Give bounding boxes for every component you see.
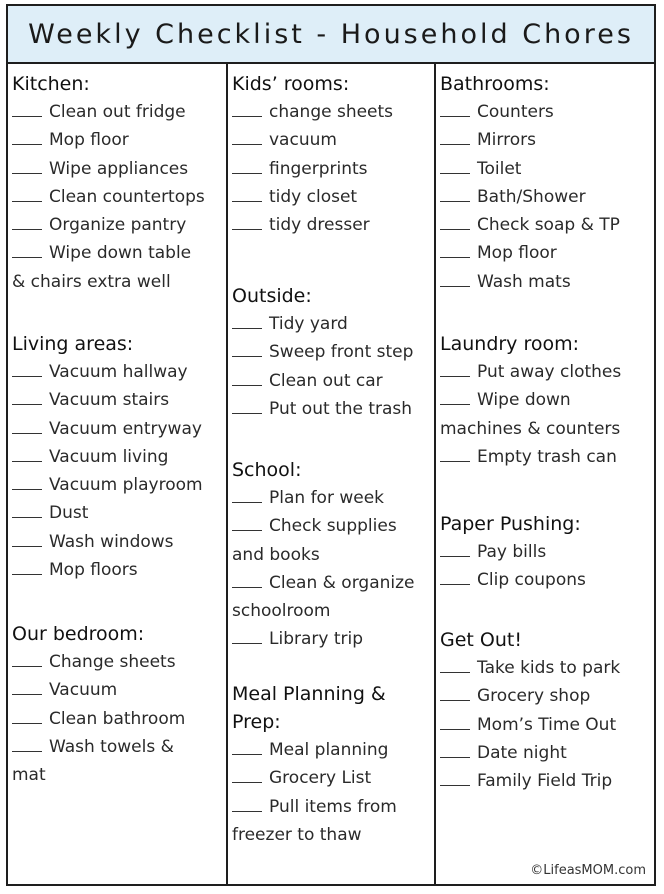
checklist-item-label: Library trip	[269, 629, 364, 650]
check-blank-line[interactable]	[232, 312, 262, 329]
checklist-item-continuation: mat	[12, 765, 46, 786]
checklist-item	[12, 98, 226, 126]
check-blank-line[interactable]	[440, 128, 470, 145]
checklist-item-label: Grocery List	[269, 768, 372, 789]
checklist-item	[440, 155, 654, 183]
check-blank-line[interactable]	[440, 684, 470, 701]
section-heading: Bathrooms:	[440, 73, 550, 95]
check-blank-line[interactable]	[440, 157, 470, 174]
checklist-item	[12, 415, 226, 443]
section-kitchen	[12, 70, 226, 296]
checklist-item-label: Sweep front step	[269, 342, 414, 363]
checklist-item	[12, 386, 226, 414]
checklist-item	[440, 239, 654, 267]
section-heading: Outside:	[232, 285, 312, 307]
checklist-item	[12, 676, 226, 704]
checklist-item	[12, 211, 226, 239]
check-blank-line[interactable]	[12, 530, 42, 547]
section-heading: Kitchen:	[12, 73, 90, 95]
section-heading: Paper Pushing:	[440, 513, 581, 535]
column-1	[8, 64, 228, 884]
checklist-item-label: Meal planning	[269, 740, 389, 760]
checklist-item	[232, 126, 434, 154]
section-laundry-room	[440, 330, 654, 471]
checklist-item-label: Wash mats	[477, 271, 571, 292]
checklist-item-label: Empty trash can	[477, 446, 617, 467]
check-blank-line[interactable]	[232, 571, 262, 588]
checklist-item	[12, 239, 226, 267]
checklist-item-label: Mop floor	[477, 243, 557, 264]
checklist-item	[12, 733, 226, 761]
check-blank-line[interactable]	[12, 241, 42, 258]
section-school	[232, 456, 434, 654]
checklist-item	[232, 625, 434, 653]
check-blank-line[interactable]	[12, 707, 42, 724]
checklist-item	[232, 764, 434, 792]
checklist-item	[12, 183, 226, 211]
checklist-item-label: Tidy yard	[269, 314, 348, 334]
check-blank-line[interactable]	[440, 241, 470, 258]
checklist-item	[12, 155, 226, 183]
checklist-item	[440, 711, 654, 739]
checklist-item-label: Dust	[49, 503, 89, 524]
checklist-item	[232, 484, 434, 512]
check-blank-line[interactable]	[440, 100, 470, 117]
checklist-item	[12, 556, 226, 584]
check-blank-line[interactable]	[440, 656, 470, 673]
checklist-item-label: Clean out fridge	[49, 102, 186, 122]
section-heading: Meal Planning &	[232, 683, 386, 705]
copyright-text: ©LifeasMOM.com	[530, 863, 646, 878]
check-blank-line[interactable]	[12, 445, 42, 462]
checklist-item-label: Wash towels &	[49, 736, 174, 757]
column-2	[228, 64, 436, 884]
check-blank-line[interactable]	[440, 185, 470, 202]
section-get-out	[440, 626, 654, 795]
checklist-item	[232, 338, 434, 366]
checklist-item	[440, 538, 654, 566]
check-blank-line[interactable]	[12, 128, 42, 145]
checklist-item	[12, 528, 226, 556]
checklist-item-label: Mom’s Time Out	[477, 714, 617, 735]
checklist-item-label: Put away clothes	[477, 362, 622, 382]
check-blank-line[interactable]	[232, 486, 262, 503]
section-our-bedroom	[12, 620, 226, 789]
checklist-item	[440, 98, 654, 126]
check-blank-line[interactable]	[232, 738, 262, 755]
check-blank-line[interactable]	[12, 185, 42, 202]
checklist-item-label: Mop floor	[49, 130, 129, 151]
checklist-item-label: Wipe down	[477, 390, 571, 411]
checklist-item	[440, 767, 654, 795]
checklist-item-continuation: machines & counters	[440, 418, 621, 439]
checklist-item-label: Take kids to park	[477, 658, 621, 678]
checklist-item-label: fingerprints	[269, 158, 368, 179]
check-blank-line[interactable]	[232, 340, 262, 357]
checklist-item-label: Organize pantry	[49, 215, 187, 236]
checklist-item-label: Family Field Trip	[477, 771, 613, 792]
checklist-item-label: change sheets	[269, 102, 394, 122]
checklist-item-label: vacuum	[269, 130, 337, 151]
check-blank-line[interactable]	[12, 157, 42, 174]
checklist-item-label: Vacuum stairs	[49, 390, 170, 411]
checklist-item-label: Bath/Shower	[477, 186, 586, 207]
checklist-item-label: Clean out car	[269, 370, 383, 391]
check-blank-line[interactable]	[440, 713, 470, 730]
check-blank-line[interactable]	[440, 445, 470, 462]
section-bathrooms	[440, 70, 654, 296]
check-blank-line[interactable]	[12, 473, 42, 490]
section-meal-planning	[232, 680, 434, 849]
checklist-item	[232, 98, 434, 126]
section-heading: Laundry room:	[440, 333, 580, 355]
checklist-item-label: Vacuum	[49, 680, 118, 701]
checklist-item	[12, 705, 226, 733]
check-blank-line[interactable]	[232, 369, 262, 386]
checklist-item	[12, 499, 226, 527]
checklist-item-continuation: freezer to thaw	[232, 824, 362, 845]
checklist-item	[12, 126, 226, 154]
check-blank-line[interactable]	[232, 157, 262, 174]
section-heading: Kids’ rooms:	[232, 73, 350, 95]
checklist-item-label: Change sheets	[49, 652, 176, 672]
section-heading: Get Out!	[440, 629, 522, 651]
checklist-item-label: Vacuum hallway	[49, 362, 188, 382]
checklist-item	[440, 443, 654, 471]
checklist-item-continuation: & chairs extra well	[12, 271, 171, 292]
check-blank-line[interactable]	[440, 360, 470, 377]
checklist-item	[440, 682, 654, 710]
checklist-item-label: Clip coupons	[477, 570, 586, 591]
check-blank-line[interactable]	[12, 735, 42, 752]
page-title: Weekly Checklist - Household Chores	[28, 18, 634, 50]
check-blank-line[interactable]	[440, 741, 470, 758]
checklist-item	[440, 211, 654, 239]
checklist-item-label: Clean countertops	[49, 186, 205, 207]
checklist-item-label: Wash windows	[49, 531, 174, 552]
checklist-item-label: Vacuum entryway	[49, 418, 202, 439]
section-heading-continued: Prep:	[232, 711, 281, 733]
checklist-item	[232, 569, 434, 597]
checklist-item	[440, 358, 654, 386]
checklist-item-continuation: and books	[232, 544, 320, 565]
checklist-item	[232, 736, 434, 764]
checklist-item	[440, 183, 654, 211]
checklist-item	[232, 512, 434, 540]
check-blank-line[interactable]	[232, 627, 262, 644]
check-blank-line[interactable]	[232, 128, 262, 145]
checklist-item	[440, 566, 654, 594]
check-blank-line[interactable]	[12, 213, 42, 230]
check-blank-line[interactable]	[12, 650, 42, 667]
checklist-item	[232, 367, 434, 395]
checklist-item-label: tidy dresser	[269, 215, 370, 236]
check-blank-line[interactable]	[232, 795, 262, 812]
checklist-item-label: Pay bills	[477, 542, 547, 562]
section-living-areas	[12, 330, 226, 584]
check-blank-line[interactable]	[232, 213, 262, 230]
check-blank-line[interactable]	[12, 678, 42, 695]
checklist-item-continuation: schoolroom	[232, 601, 331, 622]
checklist-item-label: Vacuum playroom	[49, 475, 203, 496]
section-kids-rooms	[232, 70, 434, 239]
section-heading: School:	[232, 459, 302, 481]
checklist-item-label: Toilet	[477, 158, 522, 179]
check-blank-line[interactable]	[440, 213, 470, 230]
section-paper-pushing	[440, 510, 654, 595]
checklist-item-label: Date night	[477, 742, 567, 763]
check-blank-line[interactable]	[232, 766, 262, 783]
checklist-item	[232, 793, 434, 821]
section-outside	[232, 282, 434, 423]
checklist-item	[440, 126, 654, 154]
check-blank-line[interactable]	[12, 417, 42, 434]
checklist-item-label: Mirrors	[477, 130, 536, 151]
checklist-item-label: Grocery shop	[477, 686, 591, 707]
check-blank-line[interactable]	[232, 514, 262, 531]
section-heading: Living areas:	[12, 333, 134, 355]
checklist-item-label: tidy closet	[269, 186, 358, 207]
checklist-item-label: Check soap & TP	[477, 215, 620, 236]
checklist-item	[440, 654, 654, 682]
check-blank-line[interactable]	[440, 568, 470, 585]
checklist-item	[440, 386, 654, 414]
checklist-item-label: Put out the trash	[269, 398, 413, 419]
checklist-item	[440, 268, 654, 296]
checklist-item	[232, 183, 434, 211]
column-3	[436, 64, 654, 884]
checklist-item-label: Counters	[477, 102, 554, 122]
checklist-item	[12, 443, 226, 471]
header-bar	[8, 6, 654, 64]
check-blank-line[interactable]	[440, 769, 470, 786]
section-heading: Our bedroom:	[12, 623, 145, 645]
checklist-item	[232, 310, 434, 338]
checklist-item-label: Wipe appliances	[49, 158, 189, 179]
checklist-item	[12, 648, 226, 676]
checklist-item-label: Mop floors	[49, 560, 138, 581]
checklist-item-label: Clean & organize	[269, 572, 415, 593]
check-blank-line[interactable]	[12, 360, 42, 377]
checklist-item	[12, 358, 226, 386]
checklist-item-label: Wipe down table	[49, 243, 192, 264]
checklist-item	[12, 471, 226, 499]
check-blank-line[interactable]	[232, 100, 262, 117]
checklist-item-label: Clean bathroom	[49, 708, 186, 729]
checklist-item	[232, 395, 434, 423]
checklist-item	[440, 739, 654, 767]
checklist-item-label: Vacuum living	[49, 446, 169, 467]
checklist-sheet	[6, 4, 656, 886]
check-blank-line[interactable]	[232, 185, 262, 202]
check-blank-line[interactable]	[232, 397, 262, 414]
checklist-item-label: Check supplies	[269, 516, 397, 537]
checklist-item-label: Pull items from	[269, 796, 397, 817]
check-blank-line[interactable]	[12, 388, 42, 405]
check-blank-line[interactable]	[12, 558, 42, 575]
check-blank-line[interactable]	[440, 388, 470, 405]
check-blank-line[interactable]	[12, 501, 42, 518]
check-blank-line[interactable]	[12, 100, 42, 117]
checklist-item-label: Plan for week	[269, 488, 385, 508]
check-blank-line[interactable]	[440, 270, 470, 287]
check-blank-line[interactable]	[440, 540, 470, 557]
checklist-item	[232, 211, 434, 239]
checklist-item	[232, 155, 434, 183]
